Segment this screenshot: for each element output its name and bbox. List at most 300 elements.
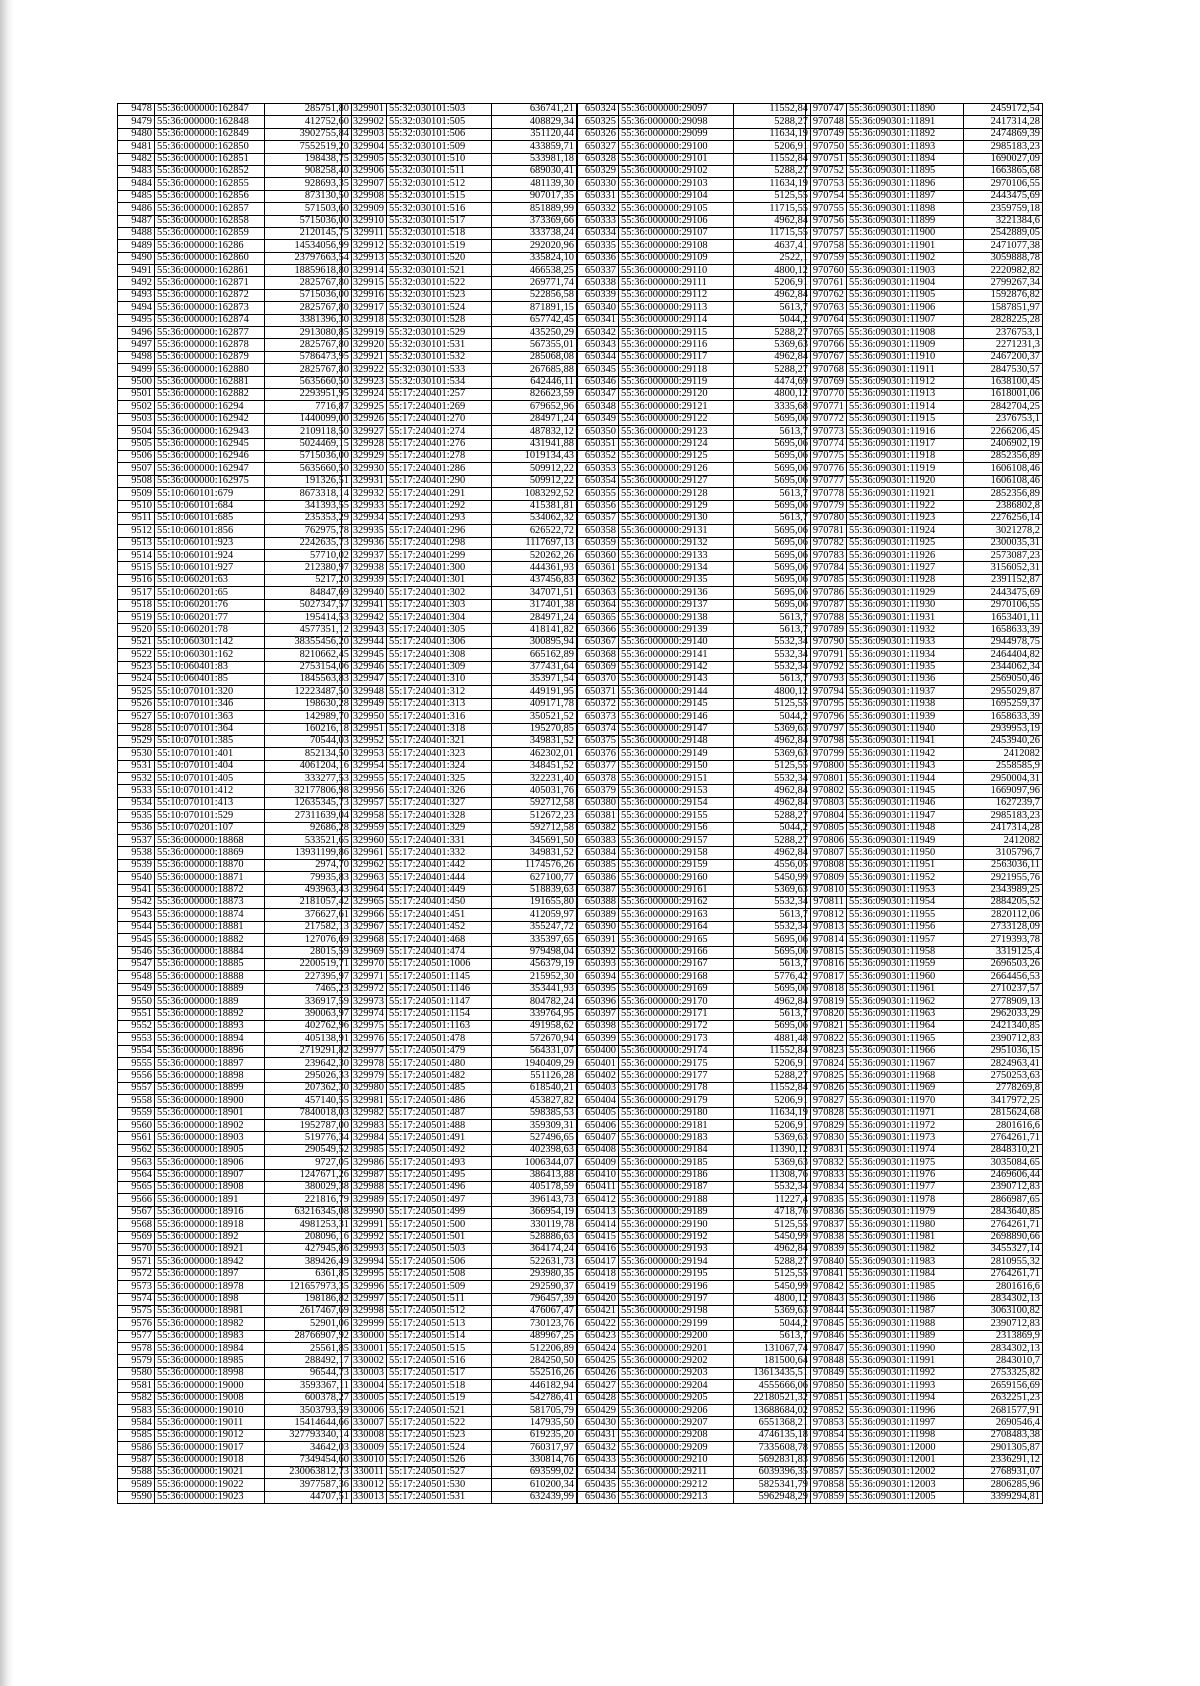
value-cell: 5125,55 [734,1219,811,1231]
row-number: 329926 [342,413,387,425]
row-number: 329977 [342,1045,387,1057]
value-cell: 147935,50 [492,1417,577,1429]
row-number: 329974 [342,1008,387,1020]
row-number: 9542 [118,897,155,909]
value-cell: 34642,03 [265,1442,352,1454]
cadastral-number: 55:17:240501:522 [387,1417,492,1429]
table-row [578,1120,811,1132]
row-number: 9534 [118,797,155,809]
row-number: 970749 [806,128,847,140]
value-cell: 221816,79 [265,1194,352,1206]
table-row [118,847,352,859]
cadastral-number: 55:17:240401:269 [387,401,492,413]
row-number: 650374 [578,723,619,735]
table-row [342,983,577,995]
row-number: 650420 [578,1293,619,1305]
row-number: 329914 [342,265,387,277]
row-number: 9530 [118,748,155,760]
row-number: 970839 [806,1243,847,1255]
value-cell: 1638100,45 [964,376,1043,388]
value-cell: 4577351,12 [265,624,352,636]
cadastral-number: 55:36:000000:162872 [155,289,265,301]
table-row [118,550,352,562]
value-cell: 453827,82 [492,1095,577,1107]
table-row [578,909,811,921]
value-cell: 198630,28 [265,698,352,710]
table-row [578,302,811,314]
cadastral-number: 55:36:090301:11982 [847,1243,964,1255]
table-row [578,450,811,462]
table-row [118,1082,352,1094]
row-number: 329913 [342,252,387,264]
table-row [118,884,352,896]
row-number: 970760 [806,265,847,277]
value-cell: 2406902,19 [964,438,1043,450]
value-cell: 195270,85 [492,723,577,735]
cadastral-number: 55:36:090301:11907 [847,314,964,326]
table-row [806,302,1043,314]
cadastral-number: 55:17:240501:1154 [387,1008,492,1020]
value-cell: 5695,06 [734,550,811,562]
value-cell: 2659156,69 [964,1380,1043,1392]
value-cell: 619235,20 [492,1429,577,1441]
row-number: 970790 [806,636,847,648]
row-number: 650340 [578,302,619,314]
row-number: 329940 [342,587,387,599]
cadastral-number: 55:36:000000:29119 [619,376,734,388]
row-number: 9579 [118,1355,155,1367]
cadastral-number: 55:32:030101:518 [387,227,492,239]
table-row [578,661,811,673]
value-cell: 3417972,25 [964,1095,1043,1107]
row-number: 9583 [118,1405,155,1417]
cadastral-number: 55:36:000000:29206 [619,1405,734,1417]
row-number: 329988 [342,1181,387,1193]
value-cell: 2336291,12 [964,1454,1043,1466]
row-number: 9536 [118,822,155,834]
value-cell: 4962,84 [734,785,811,797]
cadastral-number: 55:36:000000:29136 [619,587,734,599]
table-row [118,1268,352,1280]
table-row [118,835,352,847]
table-row [806,1219,1043,1231]
cadastral-number: 55:36:090301:11903 [847,265,964,277]
table-row [342,1107,577,1119]
value-cell: 5695,06 [734,438,811,450]
row-number: 650426 [578,1367,619,1379]
table-row [578,797,811,809]
value-cell: 2753154,06 [265,661,352,673]
cadastral-number: 55:36:000000:29138 [619,612,734,624]
cadastral-number: 55:17:240401:293 [387,512,492,524]
cadastral-number: 55:10:060101:685 [155,512,265,524]
cadastral-number: 55:36:000000:18869 [155,847,265,859]
table-row [578,488,811,500]
value-cell: 335397,65 [492,934,577,946]
table-row [806,388,1043,400]
cadastral-number: 55:36:000000:162855 [155,178,265,190]
cadastral-number: 55:17:240501:514 [387,1330,492,1342]
table-row [118,686,352,698]
value-cell: 32177806,98 [265,785,352,797]
value-cell: 5695,06 [734,983,811,995]
row-number: 650336 [578,252,619,264]
cadastral-number: 55:36:090301:11970 [847,1095,964,1107]
cadastral-number: 55:36:090301:11923 [847,512,964,524]
cadastral-number: 55:17:240501:496 [387,1181,492,1193]
row-number: 970759 [806,252,847,264]
table-row [342,289,577,301]
value-cell: 2778909,13 [964,996,1043,1008]
value-cell: 181500,64 [734,1355,811,1367]
cadastral-number: 55:36:000000:18888 [155,971,265,983]
table-row [806,711,1043,723]
value-cell: 2386802,8 [964,500,1043,512]
table-row [806,921,1043,933]
value-cell: 5532,34 [734,649,811,661]
cadastral-number: 55:17:240401:270 [387,413,492,425]
row-number: 650430 [578,1417,619,1429]
cadastral-number: 55:36:000000:29194 [619,1256,734,1268]
table-row [578,215,811,227]
table-row [342,1243,577,1255]
table-row [118,1367,352,1379]
cadastral-number: 55:36:090301:11983 [847,1256,964,1268]
value-cell: 2453940,26 [964,735,1043,747]
value-cell: 409171,78 [492,698,577,710]
table-row [806,1454,1043,1466]
row-number: 329981 [342,1095,387,1107]
cadastral-number: 55:36:000000:29125 [619,450,734,462]
cadastral-number: 55:36:090301:11987 [847,1305,964,1317]
cadastral-number: 55:36:000000:162947 [155,463,265,475]
table-row [578,1243,811,1255]
table-row [578,1058,811,1070]
row-number: 970781 [806,525,847,537]
table-row [806,203,1043,215]
row-number: 650401 [578,1058,619,1070]
table-row [578,1181,811,1193]
row-number: 329961 [342,847,387,859]
row-number: 970841 [806,1268,847,1280]
table-row [806,686,1043,698]
cadastral-number: 55:17:240401:474 [387,946,492,958]
table-row [342,723,577,735]
row-number: 650407 [578,1132,619,1144]
row-number: 9550 [118,996,155,1008]
table-row [342,612,577,624]
cadastral-number: 55:17:240501:500 [387,1219,492,1231]
row-number: 970808 [806,859,847,871]
row-number: 9532 [118,773,155,785]
table-row [118,996,352,1008]
value-cell: 4800,12 [734,1293,811,1305]
value-cell: 627100,77 [492,872,577,884]
cadastral-number: 55:36:000000:29100 [619,141,734,153]
value-cell: 5206,91 [734,1058,811,1070]
row-number: 970766 [806,339,847,351]
cadastral-number: 55:36:000000:162852 [155,165,265,177]
cadastral-number: 55:36:000000:29104 [619,190,734,202]
value-cell: 11634,19 [734,128,811,140]
table-row [806,1417,1043,1429]
row-number: 970801 [806,773,847,785]
cadastral-number: 55:36:000000:29151 [619,773,734,785]
cadastral-number: 55:36:000000:162856 [155,190,265,202]
table-row [118,500,352,512]
table-row [342,835,577,847]
cadastral-number: 55:36:000000:29202 [619,1355,734,1367]
cadastral-number: 55:36:090301:11986 [847,1293,964,1305]
cadastral-number: 55:36:000000:162942 [155,413,265,425]
table-row [806,1429,1043,1441]
cadastral-number: 55:36:090301:11956 [847,921,964,933]
cadastral-number: 55:36:090301:11918 [847,450,964,462]
value-cell: 5613,7 [734,612,811,624]
table-row [578,128,811,140]
cadastral-number: 55:17:240501:526 [387,1454,492,1466]
row-number: 329991 [342,1219,387,1231]
value-cell: 84847,69 [265,587,352,599]
cadastral-number: 55:36:000000:29205 [619,1392,734,1404]
row-number: 329960 [342,835,387,847]
row-number: 9522 [118,649,155,661]
value-cell: 928693,35 [265,178,352,190]
row-number: 970853 [806,1417,847,1429]
table-row [578,252,811,264]
row-number: 9580 [118,1367,155,1379]
table-row [578,1045,811,1057]
row-number: 650352 [578,450,619,462]
value-cell: 11552,84 [734,1082,811,1094]
row-number: 9514 [118,550,155,562]
cadastral-number: 55:36:000000:29137 [619,599,734,611]
cadastral-number: 55:36:000000:29155 [619,810,734,822]
cadastral-number: 55:17:240401:442 [387,859,492,871]
row-number: 9523 [118,661,155,673]
row-number: 9557 [118,1082,155,1094]
row-number: 329910 [342,215,387,227]
table-row [342,921,577,933]
row-number: 9498 [118,351,155,363]
table-row [806,525,1043,537]
table-row [342,500,577,512]
value-cell: 2847530,57 [964,364,1043,376]
table-row [578,748,811,760]
table-row [806,401,1043,413]
row-number: 970854 [806,1429,847,1441]
cadastral-number: 55:10:060101:679 [155,488,265,500]
row-number: 329934 [342,512,387,524]
table-row [118,735,352,747]
value-cell: 2443475,69 [964,190,1043,202]
row-number: 650419 [578,1281,619,1293]
cadastral-number: 55:17:240501:495 [387,1169,492,1181]
value-cell: 2951036,15 [964,1045,1043,1057]
row-number: 650424 [578,1343,619,1355]
value-cell: 339764,95 [492,1008,577,1020]
cadastral-number: 55:36:090301:11943 [847,760,964,772]
value-cell: 3503793,59 [265,1405,352,1417]
row-number: 970818 [806,983,847,995]
value-cell: 2843640,85 [964,1206,1043,1218]
cadastral-number: 55:32:030101:517 [387,215,492,227]
table-row [118,388,352,400]
table-row [578,165,811,177]
table-row [578,141,811,153]
table-row [578,760,811,772]
value-cell: 23797663,54 [265,252,352,264]
table-row [806,1045,1043,1057]
table-row [118,463,352,475]
table-row [118,1058,352,1070]
cadastral-number: 55:36:090301:11954 [847,897,964,909]
value-cell: 2417314,28 [964,822,1043,834]
table-row [806,1194,1043,1206]
value-cell: 7349454,60 [265,1454,352,1466]
value-cell: 626522,72 [492,525,577,537]
value-cell: 5613,7 [734,909,811,921]
cadastral-number: 55:17:240501:530 [387,1479,492,1491]
value-cell: 2390712,83 [964,1318,1043,1330]
value-cell: 518839,63 [492,884,577,896]
row-number: 970762 [806,289,847,301]
table-row [806,1466,1043,1478]
row-number: 9510 [118,500,155,512]
row-number: 329904 [342,141,387,153]
cadastral-number: 55:17:240401:326 [387,785,492,797]
row-number: 329919 [342,327,387,339]
cadastral-number: 55:17:240401:290 [387,475,492,487]
cadastral-number: 55:36:090301:11992 [847,1367,964,1379]
row-number: 650347 [578,388,619,400]
row-number: 650344 [578,351,619,363]
row-number: 9544 [118,921,155,933]
row-number: 970827 [806,1095,847,1107]
table-row [578,872,811,884]
cadastral-number: 55:36:090301:11928 [847,574,964,586]
row-number: 650403 [578,1082,619,1094]
row-number: 970748 [806,116,847,128]
value-cell: 665162,89 [492,649,577,661]
table-row [578,1082,811,1094]
cadastral-number: 55:36:090301:11945 [847,785,964,797]
row-number: 9483 [118,165,155,177]
table-row [578,996,811,1008]
cadastral-number: 55:32:030101:515 [387,190,492,202]
table-row [118,1491,352,1503]
table-row [118,872,352,884]
cadastral-number: 55:36:000000:29183 [619,1132,734,1144]
cadastral-number: 55:17:240501:1146 [387,983,492,995]
row-number: 970786 [806,587,847,599]
table-row [118,723,352,735]
table-row [578,735,811,747]
row-number: 970773 [806,426,847,438]
table-row [806,1380,1043,1392]
row-number: 329902 [342,116,387,128]
table-row [578,314,811,326]
table-row [118,649,352,661]
table-row [342,1206,577,1218]
table-row [806,1144,1043,1156]
table-row [578,711,811,723]
cadastral-number: 55:17:240501:517 [387,1367,492,1379]
row-number: 9555 [118,1058,155,1070]
table-row [342,1330,577,1342]
table-row [806,178,1043,190]
row-number: 650436 [578,1491,619,1503]
value-cell: 1006344,07 [492,1157,577,1169]
table-row [342,1144,577,1156]
table-row [578,983,811,995]
row-number: 650429 [578,1405,619,1417]
row-number: 650396 [578,996,619,1008]
value-cell: 4962,84 [734,289,811,301]
row-number: 329912 [342,240,387,252]
cadastral-number: 55:36:000000:29121 [619,401,734,413]
value-cell: 2469606,44 [964,1169,1043,1181]
row-number: 329997 [342,1293,387,1305]
cadastral-number: 55:36:000000:29159 [619,859,734,871]
value-cell: 487832,12 [492,426,577,438]
table-row [578,153,811,165]
value-cell: 519776,34 [265,1132,352,1144]
value-cell: 5532,34 [734,1181,811,1193]
row-number: 329946 [342,661,387,673]
row-number: 329955 [342,773,387,785]
table-row [806,141,1043,153]
value-cell: 405138,91 [265,1033,352,1045]
value-cell: 5369,63 [734,1305,811,1317]
value-cell: 2852356,89 [964,488,1043,500]
row-number: 9566 [118,1194,155,1206]
value-cell: 5027347,57 [265,599,352,611]
value-cell: 127076,69 [265,934,352,946]
table-row [806,1206,1043,1218]
table-row [806,847,1043,859]
table-row [578,1293,811,1305]
cadastral-number: 55:36:090301:11960 [847,971,964,983]
table-row [118,1132,352,1144]
row-number: 9573 [118,1281,155,1293]
cadastral-number: 55:32:030101:505 [387,116,492,128]
cadastral-number: 55:36:090301:11932 [847,624,964,636]
value-cell: 92686,28 [265,822,352,834]
value-cell: 5024469,15 [265,438,352,450]
cadastral-number: 55:10:070101:529 [155,810,265,822]
table-row [578,1281,811,1293]
table-row [342,1293,577,1305]
cadastral-number: 55:17:240501:488 [387,1120,492,1132]
cadastral-number: 55:36:000000:18903 [155,1132,265,1144]
row-number: 9506 [118,450,155,462]
row-number: 970761 [806,277,847,289]
cadastral-number: 55:10:070101:320 [155,686,265,698]
row-number: 9586 [118,1442,155,1454]
cadastral-number: 55:36:090301:11962 [847,996,964,1008]
cadastral-number: 55:32:030101:523 [387,289,492,301]
cadastral-number: 55:36:000000:29169 [619,983,734,995]
row-number: 329925 [342,401,387,413]
row-number: 650421 [578,1305,619,1317]
row-number: 970814 [806,934,847,946]
table-row [342,1367,577,1379]
table-row [806,797,1043,809]
table-row [578,859,811,871]
table-row [342,1008,577,1020]
table-row [806,785,1043,797]
